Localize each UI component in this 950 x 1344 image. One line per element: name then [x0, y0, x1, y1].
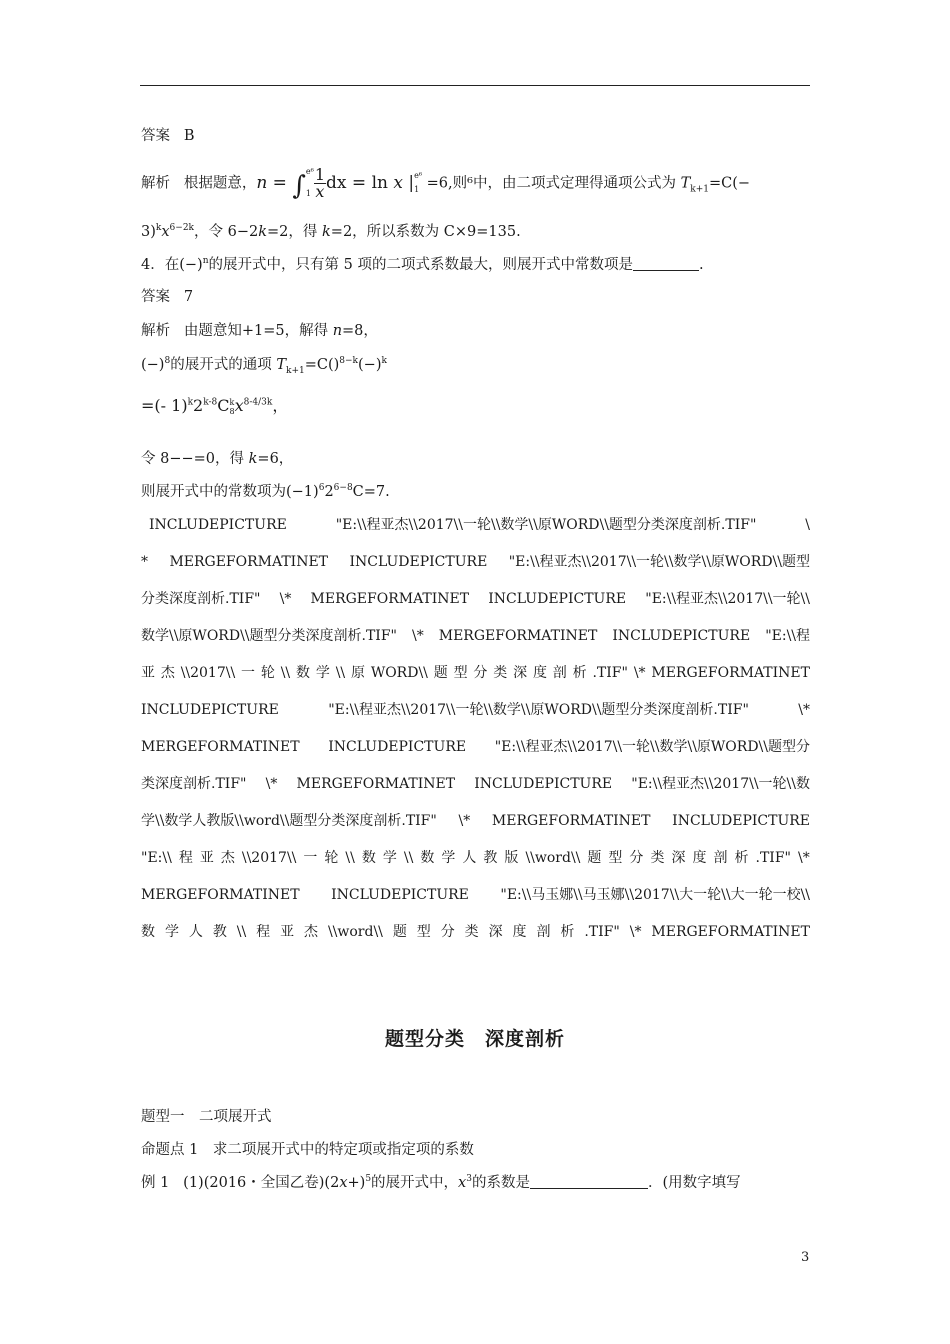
field-token: 型	[416, 924, 431, 940]
example-1	[141, 1173, 741, 1193]
field-token: INCLUDEPICTURE	[474, 776, 613, 792]
t: 则展开式中的常数项为(−1)	[141, 484, 319, 500]
field-token: 程	[178, 850, 193, 866]
field-token: "E:\\程亚杰\\2017\\一轮\\	[645, 591, 810, 607]
bar-upper: e⁶	[414, 171, 423, 180]
field-token: 型	[608, 850, 623, 866]
answer-line-1	[141, 126, 194, 146]
field-token: 学\\数学人教版\\word\\题型分类深度剖析.TIF"	[141, 813, 437, 829]
field-token: "E:\\程亚杰\\2017\\一轮\\数学\\原WORD\\题型分类深度剖析.TIF"	[335, 517, 757, 533]
field-token: 亚	[199, 850, 214, 866]
field-token: 度	[512, 924, 527, 940]
var-T: T	[276, 357, 286, 373]
var-x: x	[161, 224, 170, 240]
field-token: \\	[403, 850, 414, 866]
t: C=7.	[352, 484, 390, 500]
t: (−)	[358, 357, 382, 373]
field-token: MERGEFORMATINET	[169, 554, 329, 570]
example-label: 例 1	[141, 1175, 170, 1191]
field-token: \\	[280, 665, 291, 681]
field-token: \\word\\	[327, 924, 383, 940]
field-token: 深	[488, 924, 503, 940]
field-token: \*	[412, 628, 424, 644]
ln-text: = ln	[346, 172, 394, 193]
field-token: 深	[671, 850, 686, 866]
sup: 3	[466, 1174, 472, 1185]
var-T: T	[680, 175, 691, 192]
t: =8，	[342, 323, 378, 339]
field-token: "E:\\程亚杰\\2017\\一轮\\数学\\原WORD\\题型	[508, 554, 810, 570]
field-token: 杰	[220, 850, 235, 866]
sup: 8	[164, 356, 171, 367]
field-token: INCLUDEPICTURE	[488, 591, 627, 607]
field-token: 类	[650, 850, 665, 866]
t: ．(用数字填写	[647, 1175, 741, 1191]
field-token: 教	[212, 924, 227, 940]
sup: k	[381, 356, 387, 367]
field-token: \\2017\\	[180, 665, 236, 681]
field-token: 类	[493, 665, 508, 681]
field-token: 版	[504, 850, 519, 866]
sup: 6−8	[333, 483, 353, 494]
field-token: 数	[420, 850, 435, 866]
t: 2	[324, 484, 334, 500]
field-token: \\	[335, 665, 346, 681]
field-token: \\word\\	[525, 850, 581, 866]
field-token: 数	[141, 924, 155, 940]
sup: 8−k	[339, 356, 359, 367]
var-n: n	[256, 172, 268, 193]
var-k: k	[258, 224, 268, 240]
field-code-line-12	[141, 922, 810, 942]
answer-blank	[633, 270, 699, 271]
field-token: 数	[361, 850, 376, 866]
field-token: 人	[462, 850, 477, 866]
section-title: 题型分类 深度剖析	[384, 1028, 565, 1050]
field-token: \*	[458, 813, 471, 829]
field-code-line-7	[141, 737, 810, 757]
t: 的系数是	[471, 1175, 530, 1191]
field-token: MERGEFORMATINET	[651, 665, 810, 681]
var-k: k	[322, 224, 331, 240]
field-token: \*	[265, 776, 278, 792]
field-token: "E:\\程	[765, 628, 810, 644]
field-token: MERGEFORMATINET	[296, 776, 456, 792]
field-code-line-5	[141, 663, 810, 683]
field-token: 教	[483, 850, 498, 866]
eq: =	[267, 172, 293, 193]
field-token: 一	[241, 665, 256, 681]
field-token: *	[141, 554, 148, 570]
field-code-line-2	[141, 552, 810, 572]
field-code-line-3	[141, 589, 810, 609]
field-token: \\	[345, 850, 355, 866]
field-token: INCLUDEPICTURE	[349, 554, 488, 570]
analysis2-line-4	[141, 449, 293, 469]
sup: 6	[318, 483, 325, 494]
t: =(- 1)	[141, 396, 188, 415]
field-token: 剖	[552, 665, 567, 681]
sup: k-8	[203, 397, 218, 408]
t: 3)	[141, 224, 156, 240]
field-token: 学	[315, 665, 330, 681]
answer-value: B	[183, 128, 195, 144]
field-code-line-9	[141, 811, 810, 831]
var-x: x	[393, 172, 403, 193]
field-token: .TIF"	[592, 665, 628, 681]
var-x: x	[339, 1175, 348, 1191]
field-token: MERGEFORMATINET	[438, 628, 598, 644]
field-token: 题	[587, 850, 602, 866]
sup: n	[202, 256, 209, 267]
field-token: .TIF"	[755, 850, 791, 866]
t: ，	[272, 396, 289, 415]
field-token: 分类深度剖析.TIF"	[141, 591, 261, 607]
field-token: 数	[296, 665, 310, 681]
sub: k+1	[285, 365, 305, 376]
analysis-line-2	[141, 222, 521, 242]
t: 的展开式的通项	[170, 357, 277, 373]
T-subscript: k+1	[690, 184, 709, 195]
field-token: 程	[256, 924, 271, 940]
field-token: INCLUDEPICTURE	[149, 517, 287, 533]
var-x: x	[234, 396, 244, 415]
field-token: 学	[164, 924, 179, 940]
field-token: INCLUDEPICTURE	[672, 813, 810, 829]
page-number: 3	[801, 1250, 810, 1265]
frac-den: x	[315, 181, 325, 201]
t: (1)(2016・全国乙卷)(2	[183, 1175, 340, 1191]
field-token: 学	[441, 850, 456, 866]
analysis-tail: =6,则⁶中，由二项式定理得通项公式为	[422, 175, 681, 192]
field-token: 杰	[160, 665, 175, 681]
field-token: \	[805, 517, 810, 533]
var-k: k	[248, 451, 258, 467]
field-code-line-8	[141, 774, 810, 794]
sup: 6−2k	[169, 223, 194, 234]
field-token: 一	[303, 850, 318, 866]
field-token: "E:\\程亚杰\\2017\\一轮\\数学\\原WORD\\题型分	[494, 739, 810, 755]
field-code-line-11	[141, 885, 810, 905]
t: (−)	[141, 357, 165, 373]
t: =6，	[257, 451, 294, 467]
field-token: "E:\\	[141, 850, 172, 866]
field-token: 度	[532, 665, 547, 681]
fraction	[314, 164, 326, 201]
sub: 8	[229, 406, 235, 416]
field-token: \*	[629, 924, 642, 940]
sup: k	[187, 397, 194, 408]
field-token: 数学\\原WORD\\题型分类深度剖析.TIF"	[141, 628, 397, 644]
field-token: 析	[734, 850, 749, 866]
field-token: 度	[692, 850, 707, 866]
answer-label: 答案	[141, 128, 170, 144]
field-token: MERGEFORMATINET	[651, 924, 810, 940]
field-token: MERGEFORMATINET	[491, 813, 651, 829]
field-token: 分	[440, 924, 455, 940]
field-token: 亚	[280, 924, 295, 940]
field-token: "E:\\马玉娜\\马玉娜\\2017\\大一轮\\大一轮一校\\	[500, 887, 810, 903]
sup: k	[155, 223, 162, 234]
t: 令 8−−=0，得	[141, 451, 249, 467]
field-token: \*	[633, 665, 646, 681]
field-token: \*	[798, 702, 810, 718]
t: =2，所以系数为 C×9=135.	[330, 224, 521, 240]
q4-text: 的展开式中，只有第 5 项的二项式系数最大，则展开式中常数项是	[208, 257, 633, 273]
analysis2-line-1	[141, 321, 378, 341]
field-token: MERGEFORMATINET	[141, 739, 300, 755]
field-token: \*	[798, 850, 810, 866]
t: =C()	[304, 357, 340, 373]
field-token: 轮	[260, 665, 275, 681]
field-token: 深	[513, 665, 528, 681]
field-token: 型	[453, 665, 468, 681]
field-token: 分	[629, 850, 644, 866]
sup: 5	[365, 1174, 372, 1185]
analysis-label: 解析	[141, 323, 170, 339]
t: +)	[347, 1175, 366, 1191]
field-token: 类	[464, 924, 479, 940]
field-token: INCLUDEPICTURE	[328, 739, 467, 755]
field-code-line-1	[149, 515, 810, 535]
answer-blank	[530, 1188, 648, 1189]
field-token: 题	[392, 924, 407, 940]
integral-sign: ∫	[292, 170, 306, 201]
field-token: 析	[560, 924, 575, 940]
field-token: INCLUDEPICTURE	[331, 887, 469, 903]
sup: k	[229, 397, 235, 407]
bar-lower: 1	[414, 185, 420, 194]
analysis2-line-3	[141, 396, 288, 416]
field-token: .TIF"	[584, 924, 620, 940]
field-token: MERGEFORMATINET	[141, 887, 300, 903]
answer-line-2	[141, 287, 193, 307]
analysis2-line-2	[141, 355, 387, 375]
question-type-heading: 题型一 二项展开式	[141, 1109, 272, 1125]
analysis2-line-5	[141, 482, 390, 502]
field-token: \\	[236, 924, 247, 940]
field-token: MERGEFORMATINET	[310, 591, 470, 607]
t: ，令 6−2	[194, 224, 259, 240]
t: 2	[193, 396, 204, 415]
field-token: INCLUDEPICTURE	[141, 702, 279, 718]
int-lower: 1	[305, 189, 311, 198]
field-token: 题	[433, 665, 448, 681]
field-token: "E:\\程亚杰\\2017\\一轮\\数学\\原WORD\\题型分类深度剖析.TIF"	[328, 702, 749, 718]
q4-prefix: 4．在(−)	[141, 257, 203, 273]
field-token: \*	[279, 591, 292, 607]
frac-num: 1	[314, 164, 326, 184]
field-token: 人	[188, 924, 203, 940]
field-token: 原	[350, 665, 365, 681]
answer-label: 答案	[141, 289, 170, 305]
var-x: x	[458, 1175, 467, 1191]
t: 由题意知+1=5，解得	[183, 323, 333, 339]
sup: 8-4/3k	[243, 397, 273, 408]
proposition-point-heading: 命题点 1 求二项展开式中的特定项或指定项的系数	[141, 1142, 474, 1158]
analysis-line-1	[141, 166, 750, 201]
field-token: 剖	[536, 924, 551, 940]
field-token: 类深度剖析.TIF"	[141, 776, 247, 792]
analysis-label: 解析	[141, 175, 170, 192]
field-token: 亚	[141, 665, 155, 681]
field-token: INCLUDEPICTURE	[612, 628, 751, 644]
analysis-tail2: =C(−	[708, 175, 751, 192]
var-n: n	[332, 323, 343, 339]
field-token: WORD\\	[370, 665, 428, 681]
field-code-line-10	[141, 848, 810, 868]
field-token: 杰	[304, 924, 318, 940]
eval-bar: |	[402, 172, 415, 193]
field-token: 轮	[324, 850, 339, 866]
field-token: \\2017\\	[241, 850, 297, 866]
q4-end: .	[698, 257, 704, 273]
field-code-line-4	[141, 626, 810, 646]
field-code-line-6	[141, 700, 810, 720]
analysis-text: 根据题意，	[183, 175, 257, 192]
t: C	[217, 396, 230, 415]
field-token: 剖	[713, 850, 728, 866]
field-token: 析	[572, 665, 587, 681]
t: 的展开式中，	[371, 1175, 459, 1191]
t: =2，得	[267, 224, 322, 240]
field-token: "E:\\程亚杰\\2017\\一轮\\数	[631, 776, 810, 792]
int-upper: e⁶	[305, 167, 314, 176]
header-rule	[140, 85, 810, 86]
field-token: 分	[473, 665, 488, 681]
field-token: 学	[382, 850, 397, 866]
question-4	[141, 255, 704, 275]
dx: dx	[326, 172, 347, 193]
answer-value: 7	[183, 289, 194, 305]
